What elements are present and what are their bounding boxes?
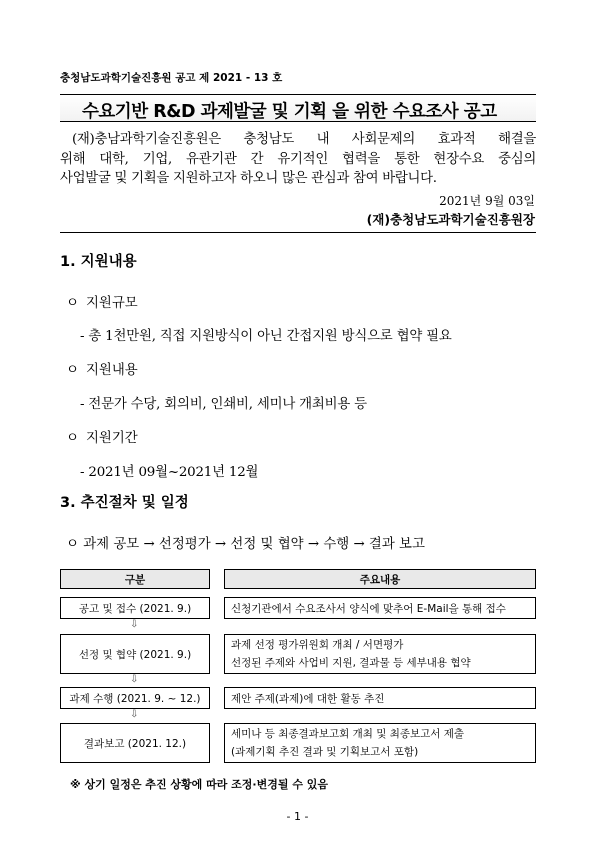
stage-box: 선정 및 협약 (2021. 9.)	[60, 634, 210, 674]
content-line: 과제 선정 평가위원회 개최 / 서면평가	[231, 639, 404, 651]
bullet-icon: ㅇ	[66, 296, 79, 311]
stage-box: 공고 및 접수 (2021. 9.)	[60, 597, 210, 619]
table-header-content: 주요내용	[224, 569, 536, 589]
content-line: 신청기관에서 수요조사서 양식에 맞추어 E-Mail을 통해 접수	[231, 602, 506, 615]
title-banner	[60, 94, 536, 122]
content-box	[224, 687, 536, 709]
list-item	[66, 427, 138, 446]
process-flow: ㅇ 과제 공모 → 선정평가 → 선정 및 협약 → 수행 → 결과 보고	[66, 537, 425, 552]
list-item	[66, 292, 138, 311]
page-title: 수요기반 R&D 과제발굴 및 기획 을 위한 수요조사 공고	[82, 102, 497, 122]
content-line: 선정된 주제와 사업비 지원, 결과물 등 세부내용 협약	[231, 657, 471, 669]
item-detail: - 총 1천만원, 직접 지원방식이 아닌 간접지원 방식으로 협약 필요	[80, 329, 452, 344]
intro-paragraph	[60, 130, 536, 189]
item-detail: - 전문가 수당, 회의비, 인쇄비, 세미나 개최비용 등	[80, 397, 367, 412]
section-heading-support: 1. 지원내용	[60, 254, 137, 270]
content-line: (과제기획 추진 결과 및 기획보고서 포함)	[231, 746, 419, 758]
intro-line: (재)충남과학기술진흥원은 충청남도 내 사회문제의 효과적 해결을	[72, 132, 536, 147]
table-header-stage: 구분	[60, 569, 210, 589]
organization-name: (재)충청남도과학기술진흥원장	[366, 212, 535, 227]
page-number: - 1 -	[286, 810, 309, 823]
section-heading-procedure: 3. 추진절차 및 일정	[60, 495, 189, 511]
notice-date: 2021년 9월 03일	[439, 194, 535, 208]
content-box	[224, 634, 536, 674]
item-label: 지원규모	[86, 296, 138, 311]
down-arrow-icon: ⇩	[130, 619, 139, 630]
notice-number: 충청남도과학기술진흥원 공고 제 2021 - 13 호	[60, 72, 283, 84]
item-detail: - 2021년 09월~2021년 12월	[80, 465, 259, 480]
stage-box: 과제 수행 (2021. 9. ~ 12.)	[60, 687, 210, 709]
intro-line: 사업발굴 및 기획을 지원하고자 하오니 많은 관심과 참여 바랍니다.	[60, 171, 437, 186]
content-line: 제안 주제(과제)에 대한 활동 추진	[231, 692, 385, 705]
content-line: 세미나 등 최종결과보고회 개최 및 최종보고서 제출	[231, 728, 465, 740]
item-label: 지원기간	[86, 431, 138, 446]
item-label: 지원내용	[86, 363, 138, 378]
bullet-icon: ㅇ	[66, 363, 79, 378]
down-arrow-icon: ⇩	[130, 674, 139, 685]
down-arrow-icon: ⇩	[130, 709, 139, 720]
schedule-note: ※ 상기 일정은 추진 상황에 따라 조정·변경될 수 있음	[70, 778, 329, 791]
bullet-icon: ㅇ	[66, 431, 79, 446]
intro-line: 위해 대학, 기업, 유관기관 간 유기적인 협력을 통한 현장수요 중심의	[60, 151, 536, 167]
content-box	[224, 597, 536, 619]
divider	[60, 232, 536, 233]
stage-box: 결과보고 (2021. 12.)	[60, 723, 210, 763]
content-box	[224, 723, 536, 763]
list-item	[66, 359, 138, 378]
